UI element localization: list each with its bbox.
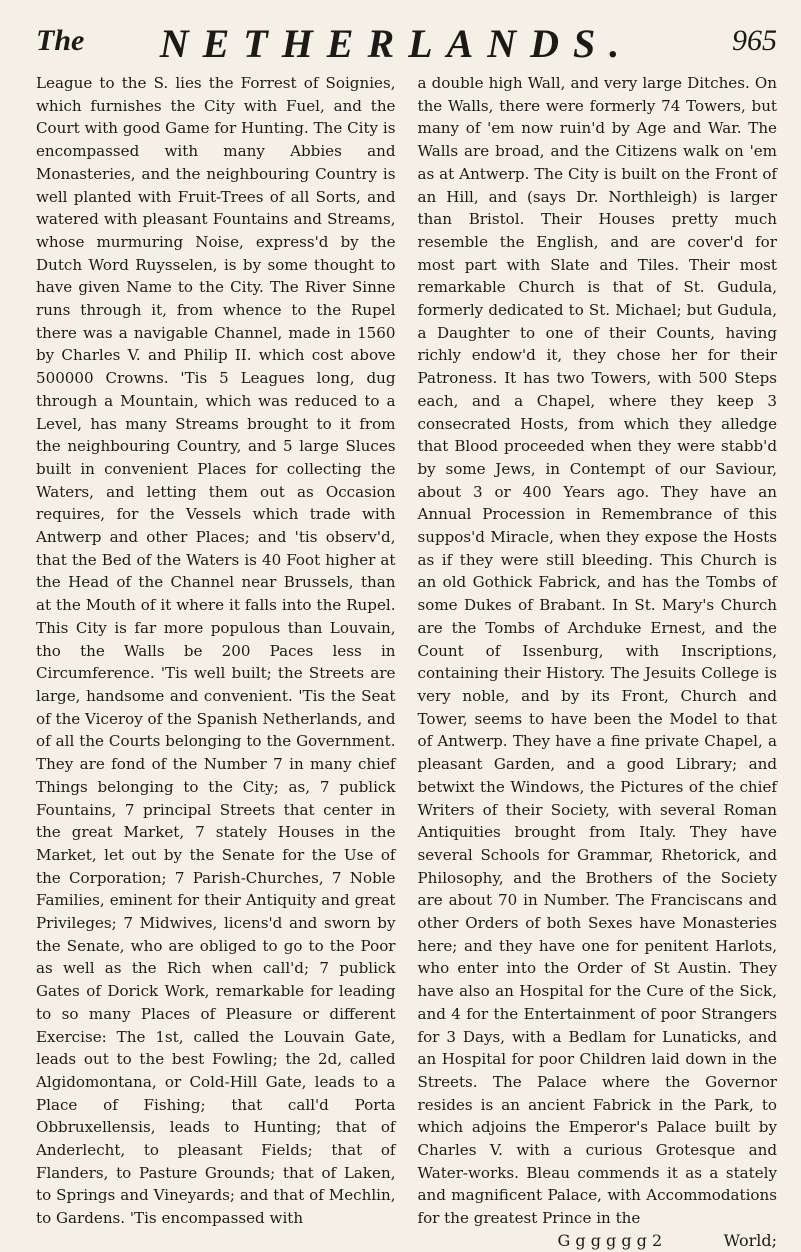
- left-column-text: League to the S. lies the Forrest of Soignies, which furnishes the City with Fuel, and the Court with good Game for Hunting. The City is encompassed with many Abbies and Monasteries, and the neighbouring Country is well planted with Fruit-Trees of all Sorts, and watered with pleasant Fountains and Streams, whose murmuring Noise, express'd by the Dutch Word Ruysselen, is by some thought to have given Name to the City. The River Sinne runs through it, from whence to the Rupel there was a navigable Channel, made in 1560 by Charles V. and Philip II. which cost above 500000 Crowns. 'Tis 5 Leagues long, dug through a Mountain, which was reduced to a Level, has many Streams brought to it from the neighbouring Country, and 5 large Sluces built in convenient Places for collecting the Waters, and letting them out as Occasion requires, for the Vessels which trade with Antwerp and other Places; and 'tis observ'd, that the Bed of the Waters is 40 Foot higher at the Head of the Channel near Brussels, than at the Mouth of it where it falls into the Rupel. This City is far more populous than Louvain, tho the Walls be 200 Paces less in Circumference. 'Tis well built; the Streets are large, handsome and convenient. 'Tis the Seat of the Viceroy of the Spanish Netherlands, and of all the Courts belonging to the Government. They are fond of the Number 7 in many chief Things belonging to the City; as, 7 publick Fountains, 7 principal Streets that center in the great Market, 7 stately Houses in the Market, let out by the Senate for the Use of the Corporation; 7 Parish-Churches, 7 Noble Families, eminent for their Antiquity and great Privileges; 7 Midwives, licens'd and sworn by the Senate, who are obliged to go to the Poor as well as the Rich when call'd; 7 publick Gates of Dorick Work, remarkable for leading to so many Places of Pleasure or different Exercise: The 1st, called the Louvain Gate, leads out to the best Fowling; the 2d, called Algidomontana, or Cold-Hill Gate, leads to a Place of Fishing; that call'd Porta Obbruxellensis, leads to Hunting; that of Anderlecht, to pleasant Fields; that of Flanders, to Pasture Grounds; that of Laken, to Springs and Vineyards; and that of Mechlin, to Gardens. 'Tis encompassed with: [36, 74, 396, 1228]
- signature-mark: G g g g g g 2: [557, 1230, 663, 1250]
- header-title: NETHERLANDS.: [159, 21, 634, 66]
- right-column-text: a double high Wall, and very large Ditches. On the Walls, there were formerly 74 Towers, but many of 'em now ruin'd by Age and War. The Walls are broad, and the Citizens walk on 'em as at Antwerp. The City is built on the Front of an Hill, and (says Dr. Northleigh) is larger than Bristol. Their Houses pretty much resemble the English, and are cover'd for most part with Slate and Tiles. Their most remarkable Church is that of St. Gudula, formerly dedicated to St. Michael; but Gudula, a Daughter to one of their Counts, having richly endow'd it, they chose her for their Patroness. It has two Towers, with 500 Steps each, and a Chapel, where they keep 3 consecrated Hosts, from which they alledge that Blood proceeded when they were stabb'd by some Jews, in Contempt of our Saviour, about 3 or 400 Years ago. They have an Annual Procession in Remembrance of this suppos'd Miracle, when they expose the Hosts as if they were still bleeding. This Church is an old Gothick Fabrick, and has the Tombs of some Dukes of Brabant. In St. Mary's Church are the Tombs of Archduke Ernest, and the Count of Issenburg, with Inscriptions, containing their History. The Jesuits College is very noble, and by its Front, Church and Tower, seems to have been the Model to that of Antwerp. They have a fine private Chapel, a pleasant Garden, and a good Library; and betwixt the Windows, the Pictures of the chief Writers of their Society, with several Roman Antiquities brought from Italy. They have several Schools for Grammar, Rhetorick, and Philosophy, and the Brothers of the Society are about 70 in Number. The Franciscans and other Orders of both Sexes have Monasteries here; and they have one for penitent Harlots, who enter into the Order of St Austin. They have also an Hospital for the Cure of the Sick, and 4 for the Entertainment of poor Strangers for 3 Days, with a Bedlam for Lunaticks, and an Hospital for poor Children laid down in the Streets. The Palace where the Governor resides is an ancient Fabrick in the Park, to which adjoins the Emperor's Palace built by Charles V. with a curious Grotesque and Water-works. Bleau commends it as a stately and magnificent Palace, with Accommodations for the greatest Prince in the: [417, 74, 777, 1228]
- right-column: [417, 72, 778, 1250]
- left-column: [36, 72, 396, 1228]
- running-header: [36, 14, 777, 68]
- page-number: 965: [732, 24, 777, 57]
- header-the: The: [36, 24, 85, 57]
- page-footer: [418, 1230, 778, 1252]
- catchword: World;: [723, 1230, 777, 1250]
- text-columns: [36, 72, 777, 1250]
